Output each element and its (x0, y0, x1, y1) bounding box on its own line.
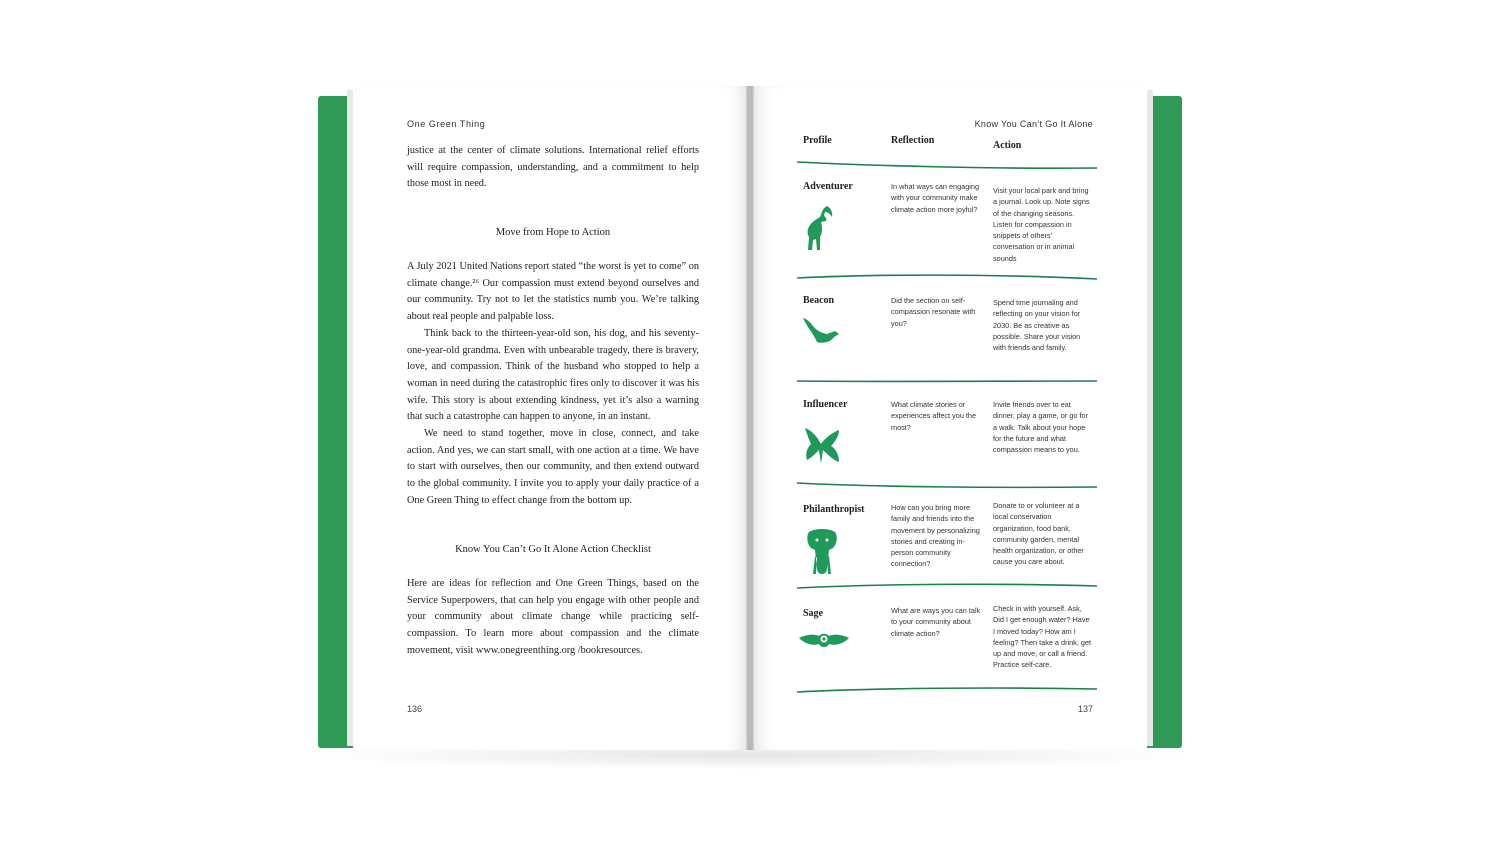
goose-icon (801, 316, 841, 346)
page-number-left: 136 (407, 704, 423, 714)
section-heading-hope: Move from Hope to Action (495, 227, 611, 238)
reflection-cell: How can you bring more family and friends into the movement by personalizing stories and creating in-person community connection? (891, 503, 980, 569)
column-header-action: Action (993, 140, 1022, 151)
table-rule (797, 580, 1097, 592)
action-cell: Check in with yourself. Ask, Did I get enough water? Have I moved today? How am I feeling? Then take a drink, get up and move, or call a friend. Practice self-care. (993, 604, 1092, 670)
section-heading-checklist: Know You Can’t Go It Alone Action Checklist (455, 544, 651, 555)
column-header-profile: Profile (803, 135, 832, 146)
action-cell: Spend time journaling and reflecting on your vision for 2030. Be as creative as possible. Share your vision with friends and family. (993, 298, 1081, 353)
section-hope-body (407, 259, 699, 510)
table-rule (797, 684, 1097, 696)
left-page (353, 86, 749, 750)
intro-paragraph: justice at the center of climate solutions. International relief efforts will require compassion, understanding, and a commitment to help those most in need. (407, 145, 699, 190)
profile-name: Adventurer (803, 181, 853, 192)
paragraph: Think back to the thirteen-year-old son, his dog, and his seventy-one-year-old grandma. Even with unbearable tragedy, there is bravery, love, and compassion. Think of the husband who stopped to help a woman in need during the catastrophic fires only to discover it was his wife. This story is about extending kindness, yet it’s also a warning that such a catastrophe can happen to anyone, in an instant. (407, 327, 699, 423)
paragraph: A July 2021 United Nations report stated “the worst is yet to come” on climate change.²⁶ Our compassion must extend beyond ourselves and our community. Try not to let the statistics numb you. We’re talking about real people and palpable loss. (407, 261, 699, 323)
running-head-left: One Green Thing (407, 119, 486, 129)
book-gutter (746, 86, 754, 750)
table-rule (797, 377, 1097, 389)
intro-text (407, 143, 699, 193)
butterfly-icon (803, 426, 841, 466)
action-cell: Visit your local park and bring a journal. Look up. Note signs of the changing seasons. Listen for compassion in snippets of others’ conversation or in animal sounds (993, 186, 1090, 263)
section-checklist-body (407, 576, 699, 660)
profile-name: Sage (803, 608, 823, 619)
running-head-right: Know You Can’t Go It Alone (974, 119, 1093, 129)
profile-name: Philanthropist (803, 504, 865, 515)
table-rule (797, 479, 1097, 491)
reflection-cell: In what ways can engaging with your community make climate action more joyful? (891, 182, 980, 214)
reflection-cell: What climate stories or experiences affect you the most? (891, 400, 977, 432)
profile-name: Beacon (803, 295, 835, 306)
column-header-reflection: Reflection (891, 135, 935, 146)
paragraph: Here are ideas for reflection and One Green Things, based on the Service Superpowers, that can help you engage with other people and your community about climate change while practicing self-compassion. To learn more about compassion and the climate movement, visit www.onegreenthing.org /bookresources. (407, 578, 699, 656)
owl-icon (797, 630, 851, 652)
profile-name: Influencer (803, 399, 848, 410)
action-cell: Invite friends over to eat dinner, play a game, or go for a walk. Talk about your hope for the future and what compassion means to you. (993, 400, 1088, 455)
paragraph: We need to stand together, move in close, connect, and take action. And yes, we can start small, with one action at a time. We have to start with ourselves, then our community, and then extend outward to the global community. I invite you to apply your daily practice of a One Green Thing to effect change from the bottom up. (407, 428, 699, 506)
action-cell: Donate to or volunteer at a local conservation organization, food bank, community garden, mental health organization, or other cause you care about. (993, 501, 1084, 567)
table-rule (797, 272, 1097, 284)
goat-icon (803, 204, 837, 252)
reflection-cell: Did the section on self-compassion resonate with you? (891, 296, 976, 328)
elephant-icon (805, 528, 839, 576)
right-page (751, 86, 1147, 750)
page-number-right: 137 (1077, 704, 1093, 714)
table-rule (797, 160, 1097, 172)
reflection-cell: What are ways you can talk to your community about climate action? (891, 606, 981, 638)
